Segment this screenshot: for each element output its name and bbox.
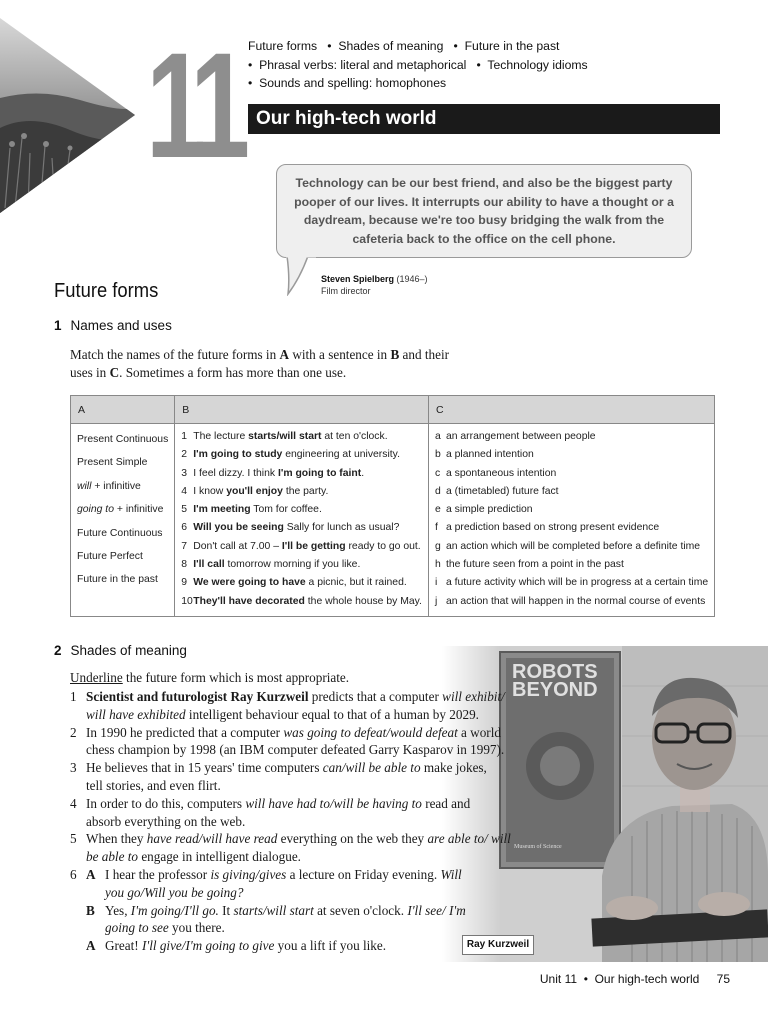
bullet: • (327, 39, 332, 53)
topic-item: Shades of meaning (338, 39, 444, 53)
topics-line-1 (248, 37, 588, 56)
future-form-name: Future Continuous (77, 527, 163, 539)
unit-number: 11 (146, 21, 241, 189)
example-sentence: 9 We were going to have a picnic, but it rained. (181, 574, 422, 592)
photo-caption: Ray Kurzweil (462, 935, 534, 955)
page-number: 75 (716, 972, 730, 986)
future-form-highlight: I'm going to study (193, 449, 283, 461)
use-letter: h (434, 559, 441, 571)
form-use: d a (timetabled) future fact (435, 483, 708, 501)
unit-title-bar: Our high-tech world (248, 104, 720, 134)
column-header-b: B (175, 396, 429, 424)
use-letter: f (434, 522, 438, 534)
item-number: 6 (70, 866, 77, 882)
exercise-title: Names and uses (70, 318, 172, 333)
exercise-item-dialogue (70, 866, 510, 955)
example-sentence: 5 I'm meeting Tom for coffee. (181, 501, 422, 519)
section-title: Future forms (54, 280, 159, 302)
option-pair: I'll see/ I'm going to see (105, 902, 466, 936)
use-letter: g (434, 540, 441, 552)
sentence-number: 3 (181, 467, 188, 479)
exercise-2-heading (54, 643, 187, 658)
topic-item: Future forms (248, 39, 318, 53)
example-sentence: 10They'll have decorated the whole house by May. (181, 593, 422, 611)
bullet: • (248, 57, 253, 72)
sentence-number: 1 (181, 431, 188, 442)
future-form-highlight: I'll call (193, 559, 225, 571)
speaker-label: B (86, 902, 95, 918)
sentence-number: 10 (181, 595, 193, 607)
option-pair: have read/will have read (146, 831, 278, 847)
example-sentence: 1 The lecture starts/will start at ten o'clock. (181, 428, 422, 446)
sentence-number: 2 (181, 449, 188, 461)
dialogue-line: A I hear the professor is giving/gives a lecture on Friday evening. Will you go/Will you be going? (86, 866, 462, 900)
future-form-name: going to + infinitive (77, 504, 164, 516)
exercise-number: 1 (54, 318, 62, 333)
speaker-label: A (86, 938, 96, 954)
item-number: 5 (70, 831, 77, 847)
bullet: • (476, 57, 481, 72)
unit-header-photo (0, 18, 135, 213)
footer-unit: Unit 11 (539, 972, 578, 986)
footer-bullet: • (583, 972, 588, 986)
future-form-name: Present Continuous (77, 434, 169, 445)
sentence-number: 7 (181, 540, 188, 552)
topic-item: Phrasal verbs: literal and metaphorical (259, 57, 467, 72)
future-form-highlight: We were going to have (193, 577, 306, 589)
form-uses (428, 424, 714, 617)
example-sentence: 2 I'm going to study engineering at university. (181, 446, 422, 464)
option-pair: is giving/gives (210, 866, 287, 882)
sentence-number: 4 (181, 485, 188, 497)
option-pair: can/will be able to (322, 760, 421, 776)
form-use: h the future seen from a point in the past (435, 556, 708, 574)
quote-bubble-tail (286, 256, 316, 296)
exercise-title: Shades of meaning (70, 643, 187, 658)
form-use: i a future activity which will be in progress at a certain time (435, 574, 708, 592)
exercise-2-items (70, 688, 510, 955)
use-letter: j (434, 595, 438, 607)
option-pair: I'll give/I'm going to give (141, 938, 275, 954)
bullet: • (453, 39, 458, 53)
author-years: (1946–) (394, 274, 428, 284)
exercise-1-heading (54, 318, 172, 333)
future-form-name: will + infinitive (77, 480, 141, 492)
example-sentence: 7 Don't call at 7.00 – I'll be getting ready to go out. (181, 538, 422, 556)
bullet: • (248, 76, 253, 90)
quote-author (321, 274, 428, 297)
future-form-highlight: They'll have decorated (193, 595, 305, 607)
sentence-number: 5 (181, 504, 188, 516)
future-form-highlight: I'm meeting (193, 504, 251, 516)
item-number: 4 (70, 795, 77, 811)
future-form-name: Future Perfect (77, 551, 143, 563)
future-form-highlight: starts/will start (248, 431, 322, 442)
future-form-keyword: going to (77, 504, 114, 516)
exercise-item: 3 He believes that in 15 years' time computers can/will be able to make jokes, tell stories, and even flirt. (70, 760, 487, 793)
exercise-2-instruction (70, 670, 349, 686)
page-footer (540, 972, 730, 986)
option-pair: Will you go/Will you be going? (105, 866, 462, 900)
exercise-item: 5 When they have read/will have read everything on the web they are able to/ will be able to engage in intelligent dialogue. (70, 831, 511, 865)
example-sentence: 4 I know you'll enjoy the party. (181, 483, 422, 501)
sentence-number: 9 (181, 577, 188, 589)
use-letter: e (434, 504, 441, 516)
speaker-label: A (86, 866, 96, 882)
future-form-names (71, 424, 175, 617)
exercise-number: 2 (54, 643, 62, 658)
topic-item: Sounds and spelling: homophones (259, 76, 447, 90)
example-sentences (175, 424, 429, 617)
form-use: b a planned intention (435, 446, 708, 464)
form-use: j an action that will happen in the normal course of events (435, 593, 708, 611)
future-form-highlight: you'll enjoy (226, 485, 283, 497)
future-form-name: Present Simple (77, 457, 148, 469)
use-letter: c (434, 467, 441, 479)
form-use: c a spontaneous intention (435, 465, 708, 483)
example-sentence: 3 I feel dizzy. I think I'm going to faint. (181, 465, 422, 483)
option-pair: will have had to/will be having to (245, 795, 422, 811)
future-form-highlight: Will you be seeing (193, 522, 284, 534)
author-role: Film director (321, 285, 371, 296)
form-use: a an arrangement between people (435, 428, 708, 446)
form-use: e a simple prediction (435, 501, 708, 519)
exercise-item: 1 Scientist and futurologist Ray Kurzweil predicts that a computer will exhibit/ will have exhibited intelligent behaviour equal to that of a human by 2029. (70, 689, 505, 722)
exercise-item: 4 In order to do this, computers will have had to/will be having to read and absorb everything on the web. (70, 795, 471, 829)
instruction-underline: Underline (70, 670, 123, 685)
future-form-name: Future in the past (77, 574, 158, 586)
future-form-highlight: I'll be getting (281, 540, 346, 552)
use-letter: d (434, 485, 441, 497)
unit-topics (248, 37, 588, 93)
use-letter: a (434, 431, 441, 442)
dialogue-line: B Yes, I'm going/I'll go. It starts/will start at seven o'clock. I'll see/ I'm going to see you there. (86, 902, 466, 936)
footer-title: Our high-tech world (594, 972, 700, 986)
future-form-keyword: will (77, 480, 92, 492)
form-use: f a prediction based on strong present evidence (435, 519, 708, 537)
use-letter: i (434, 577, 438, 589)
dialogue-line: A Great! I'll give/I'm going to give you a lift if you like. (86, 938, 387, 954)
matching-table (70, 395, 715, 617)
column-header-a: A (71, 396, 175, 424)
exercise-1-instruction: Match the names of the future forms in A with a sentence in B and their uses in C. Sometimes a form has more than one use. (70, 347, 450, 380)
example-sentence: 6 Will you be seeing Sally for lunch as usual? (181, 519, 422, 537)
option-pair: I'm going/I'll go. (130, 902, 219, 918)
topics-line-2 (248, 56, 588, 75)
sentence-number: 6 (181, 522, 188, 534)
quote-bubble: Technology can be our best friend, and also be the biggest party pooper of our lives. It interrupts our ability to have a thought or a daydream, because we're too busy bridging the walk from the cafeteria back to the office on the cell phone. (276, 164, 692, 258)
item-number: 3 (70, 760, 77, 776)
exercise-item: 2 In 1990 he predicted that a computer was going to defeat/would defeat a world chess champion by 1998 (an IBM computer defeated Garry Kasparov in 1997). (70, 724, 505, 758)
sentence-number: 8 (181, 559, 188, 571)
option-pair: was going to defeat/would defeat (283, 724, 458, 740)
author-name: Steven Spielberg (321, 274, 395, 284)
topic-item: Future in the past (464, 39, 560, 53)
topics-line-3 (248, 74, 588, 93)
form-use: g an action which will be completed before a definite time (435, 538, 708, 556)
future-form-highlight: I'm going to faint (277, 467, 362, 479)
option-pair: will exhibit/ will have exhibited (86, 689, 505, 722)
instruction-text: the future form which is most appropriate. (122, 670, 350, 685)
topic-item: Technology idioms (487, 57, 588, 72)
option-pair: are able to/ will be able to (86, 831, 511, 865)
item-number: 2 (70, 724, 77, 740)
column-header-c: C (428, 396, 714, 424)
emphasis: Scientist and futurologist Ray Kurzweil (86, 689, 309, 704)
option-pair: starts/will start (233, 902, 314, 918)
use-letter: b (434, 449, 441, 461)
example-sentence: 8 I'll call tomorrow morning if you like. (181, 556, 422, 574)
item-number: 1 (70, 689, 77, 704)
